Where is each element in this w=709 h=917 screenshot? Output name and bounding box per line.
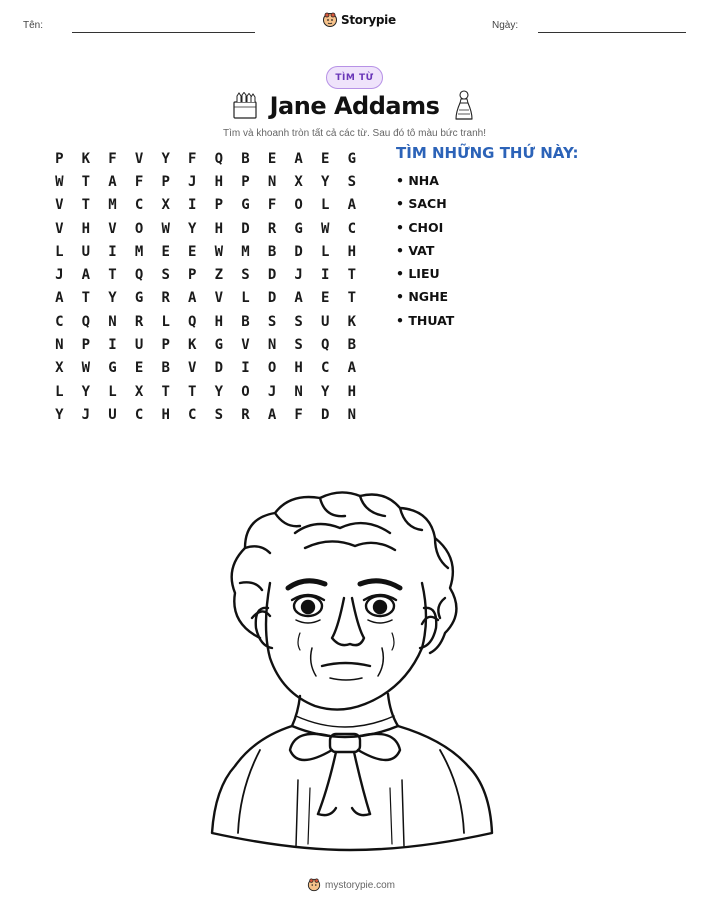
grid-row: [46, 310, 366, 333]
grid-cell[interactable]: A: [347, 197, 357, 214]
grid-cell[interactable]: P: [241, 173, 250, 190]
grid-cell[interactable]: B: [241, 150, 250, 167]
grid-cell[interactable]: W: [321, 220, 330, 237]
grid-cell[interactable]: F: [108, 150, 117, 167]
grid-cell[interactable]: A: [81, 267, 91, 284]
grid-cell[interactable]: K: [81, 150, 91, 167]
grid-row: [46, 380, 366, 403]
storypie-logo-icon: [307, 878, 321, 892]
brand-logo: [322, 12, 396, 28]
grid-cell[interactable]: T: [188, 383, 197, 400]
grid-row: [46, 147, 366, 170]
grid-cell[interactable]: E: [321, 290, 330, 307]
grid-cell[interactable]: F: [294, 406, 303, 423]
grid-cell[interactable]: H: [161, 406, 170, 423]
grid-cell[interactable]: V: [241, 337, 250, 354]
grid-cell[interactable]: R: [241, 406, 250, 423]
grid-cell[interactable]: C: [188, 406, 197, 423]
grid-cell[interactable]: G: [294, 220, 303, 237]
grid-cell[interactable]: M: [108, 197, 117, 214]
word-list-item: • THUAT: [396, 312, 455, 328]
date-line[interactable]: [538, 32, 686, 33]
grid-cell[interactable]: O: [294, 197, 303, 214]
grid-cell[interactable]: X: [294, 173, 303, 190]
grid-cell[interactable]: T: [161, 383, 170, 400]
grid-cell[interactable]: W: [161, 220, 170, 237]
grid-cell[interactable]: D: [267, 290, 277, 307]
grid-cell[interactable]: U: [108, 406, 117, 423]
grid-cell[interactable]: A: [267, 406, 277, 423]
grid-cell[interactable]: S: [161, 267, 170, 284]
grid-cell[interactable]: W: [214, 243, 224, 260]
grid-cell[interactable]: A: [108, 173, 117, 190]
grid-cell[interactable]: H: [294, 360, 303, 377]
grid-cell[interactable]: B: [241, 313, 250, 330]
word-list-title: TÌM NHỮNG THỨ NÀY:: [396, 144, 579, 162]
grid-cell[interactable]: C: [55, 313, 64, 330]
grid-cell[interactable]: P: [188, 267, 197, 284]
grid-cell[interactable]: N: [347, 406, 357, 423]
word-list-item: • CHOI: [396, 219, 444, 235]
grid-cell[interactable]: O: [241, 383, 250, 400]
grid-cell[interactable]: V: [55, 220, 64, 237]
word-list: [396, 171, 454, 334]
grid-cell[interactable]: L: [108, 383, 117, 400]
grid-cell[interactable]: Y: [161, 150, 170, 167]
grid-cell[interactable]: O: [134, 220, 144, 237]
grid-cell[interactable]: I: [241, 360, 250, 377]
grid-cell[interactable]: T: [347, 290, 357, 307]
grid-cell[interactable]: H: [214, 173, 224, 190]
grid-cell[interactable]: D: [267, 267, 277, 284]
grid-cell[interactable]: H: [347, 243, 357, 260]
grid-cell[interactable]: J: [55, 267, 64, 284]
word-list-item: • SACH: [396, 196, 447, 212]
date-label: Ngày:: [492, 20, 519, 31]
footer: [307, 878, 395, 892]
grid-cell[interactable]: L: [321, 197, 330, 214]
grid-cell[interactable]: T: [347, 267, 357, 284]
grid-cell[interactable]: I: [188, 197, 197, 214]
word-search-grid[interactable]: [46, 147, 366, 427]
grid-cell[interactable]: S: [294, 337, 303, 354]
grid-cell[interactable]: N: [55, 337, 64, 354]
grid-cell[interactable]: S: [214, 406, 224, 423]
grid-cell[interactable]: E: [134, 360, 144, 377]
grid-cell[interactable]: U: [321, 313, 330, 330]
grid-row: [46, 403, 366, 426]
grid-cell[interactable]: T: [81, 290, 91, 307]
grid-cell[interactable]: X: [161, 197, 170, 214]
grid-cell[interactable]: M: [134, 243, 144, 260]
grid-cell[interactable]: B: [267, 243, 277, 260]
grid-cell[interactable]: I: [108, 337, 117, 354]
grid-cell[interactable]: G: [347, 150, 357, 167]
word-list-item: • NGHE: [396, 289, 449, 305]
grid-cell[interactable]: D: [321, 406, 330, 423]
grid-cell[interactable]: R: [134, 313, 144, 330]
grid-cell[interactable]: A: [294, 150, 303, 167]
brand-name: Storypie: [341, 13, 396, 27]
grid-cell[interactable]: S: [347, 173, 357, 190]
grid-cell[interactable]: V: [55, 197, 64, 214]
grid-cell[interactable]: H: [81, 220, 91, 237]
grid-cell[interactable]: B: [161, 360, 170, 377]
grid-cell[interactable]: B: [347, 337, 357, 354]
grid-cell[interactable]: J: [188, 173, 197, 190]
grid-cell[interactable]: G: [134, 290, 144, 307]
grid-cell[interactable]: P: [161, 173, 170, 190]
grid-cell[interactable]: P: [161, 337, 170, 354]
grid-cell[interactable]: W: [55, 173, 64, 190]
grid-row: [46, 263, 366, 286]
word-list-item: • VAT: [396, 242, 435, 258]
grid-cell[interactable]: K: [188, 337, 197, 354]
grid-cell[interactable]: I: [108, 243, 117, 260]
grid-cell[interactable]: A: [55, 290, 64, 307]
grid-cell[interactable]: L: [161, 313, 170, 330]
grid-cell[interactable]: E: [188, 243, 197, 260]
grid-cell[interactable]: R: [267, 220, 277, 237]
grid-cell[interactable]: P: [55, 150, 64, 167]
storypie-logo-icon: [322, 12, 338, 28]
grid-cell[interactable]: Y: [321, 383, 330, 400]
grid-cell[interactable]: P: [81, 337, 91, 354]
page-title: Jane Addams: [269, 92, 440, 120]
bell-figure-icon: [454, 90, 474, 122]
grid-cell[interactable]: Y: [188, 220, 197, 237]
grid-cell[interactable]: L: [241, 290, 250, 307]
grid-cell[interactable]: H: [214, 313, 224, 330]
grid-cell[interactable]: Y: [55, 406, 64, 423]
activity-badge: TÌM TỪ: [326, 66, 383, 89]
grid-cell[interactable]: Y: [321, 173, 330, 190]
grid-cell[interactable]: Q: [188, 313, 197, 330]
instructions: Tìm và khoanh tròn tất cả các từ. Sau đó tô màu bức tranh!: [223, 128, 486, 139]
grid-cell[interactable]: Q: [214, 150, 224, 167]
word-list-item: • LIEU: [396, 266, 440, 282]
grid-cell[interactable]: J: [81, 406, 91, 423]
grid-cell[interactable]: J: [267, 383, 277, 400]
grid-cell[interactable]: V: [108, 220, 117, 237]
jane-addams-portrait[interactable]: [200, 488, 500, 852]
grid-cell[interactable]: Q: [134, 267, 144, 284]
grid-cell[interactable]: A: [347, 360, 357, 377]
name-line[interactable]: [72, 32, 255, 33]
grid-cell[interactable]: U: [81, 243, 91, 260]
grid-cell[interactable]: I: [321, 267, 330, 284]
grid-cell[interactable]: T: [81, 197, 91, 214]
grid-cell[interactable]: H: [347, 383, 357, 400]
grid-cell[interactable]: D: [241, 220, 250, 237]
grid-cell[interactable]: T: [81, 173, 91, 190]
grid-cell[interactable]: G: [241, 197, 250, 214]
grid-cell[interactable]: F: [267, 197, 277, 214]
grid-cell[interactable]: G: [108, 360, 117, 377]
grid-cell[interactable]: Y: [214, 383, 224, 400]
grid-cell[interactable]: V: [134, 150, 144, 167]
grid-cell[interactable]: U: [134, 337, 144, 354]
grid-row: [46, 287, 366, 310]
grid-cell[interactable]: L: [55, 383, 64, 400]
grid-cell[interactable]: C: [134, 406, 144, 423]
grid-cell[interactable]: W: [81, 360, 91, 377]
grid-cell[interactable]: D: [214, 360, 224, 377]
grid-cell[interactable]: F: [188, 150, 197, 167]
grid-cell[interactable]: E: [321, 150, 330, 167]
grid-cell[interactable]: L: [321, 243, 330, 260]
grid-cell[interactable]: K: [347, 313, 357, 330]
grid-cell[interactable]: L: [55, 243, 64, 260]
grid-cell[interactable]: X: [55, 360, 64, 377]
grid-cell[interactable]: S: [267, 313, 277, 330]
grid-cell[interactable]: C: [134, 197, 144, 214]
grid-row: [46, 240, 366, 263]
grid-cell[interactable]: N: [267, 337, 277, 354]
word-list-item: • NHA: [396, 173, 439, 188]
grid-cell[interactable]: Y: [108, 290, 117, 307]
grid-cell[interactable]: F: [134, 173, 144, 190]
grid-cell[interactable]: E: [267, 150, 277, 167]
grid-cell[interactable]: P: [214, 197, 224, 214]
grid-row: [46, 170, 366, 193]
grid-cell[interactable]: Z: [214, 267, 224, 284]
grid-cell[interactable]: V: [188, 360, 197, 377]
grid-cell[interactable]: N: [294, 383, 303, 400]
grid-cell[interactable]: X: [134, 383, 144, 400]
grid-row: [46, 217, 366, 240]
grid-cell[interactable]: T: [108, 267, 117, 284]
grid-cell[interactable]: M: [241, 243, 250, 260]
grid-row: [46, 333, 366, 356]
grid-cell[interactable]: D: [294, 243, 303, 260]
grid-cell[interactable]: A: [188, 290, 197, 307]
grid-cell[interactable]: C: [347, 220, 357, 237]
grid-cell[interactable]: S: [241, 267, 250, 284]
footer-site[interactable]: mystorypie.com: [325, 879, 396, 891]
grid-cell[interactable]: C: [321, 360, 330, 377]
grid-cell[interactable]: N: [108, 313, 117, 330]
grid-cell[interactable]: O: [267, 360, 277, 377]
grid-cell[interactable]: H: [214, 220, 224, 237]
grid-cell[interactable]: Q: [81, 313, 91, 330]
grid-cell[interactable]: J: [294, 267, 303, 284]
grid-row: [46, 194, 366, 217]
grid-cell[interactable]: A: [294, 290, 303, 307]
grid-cell[interactable]: R: [161, 290, 170, 307]
grid-row: [46, 357, 366, 380]
grid-cell[interactable]: S: [294, 313, 303, 330]
grid-cell[interactable]: V: [214, 290, 224, 307]
grid-cell[interactable]: Q: [321, 337, 330, 354]
grid-cell[interactable]: G: [214, 337, 224, 354]
grid-cell[interactable]: Y: [81, 383, 91, 400]
grid-cell[interactable]: E: [161, 243, 170, 260]
name-label: Tên:: [23, 20, 44, 31]
grid-cell[interactable]: N: [267, 173, 277, 190]
